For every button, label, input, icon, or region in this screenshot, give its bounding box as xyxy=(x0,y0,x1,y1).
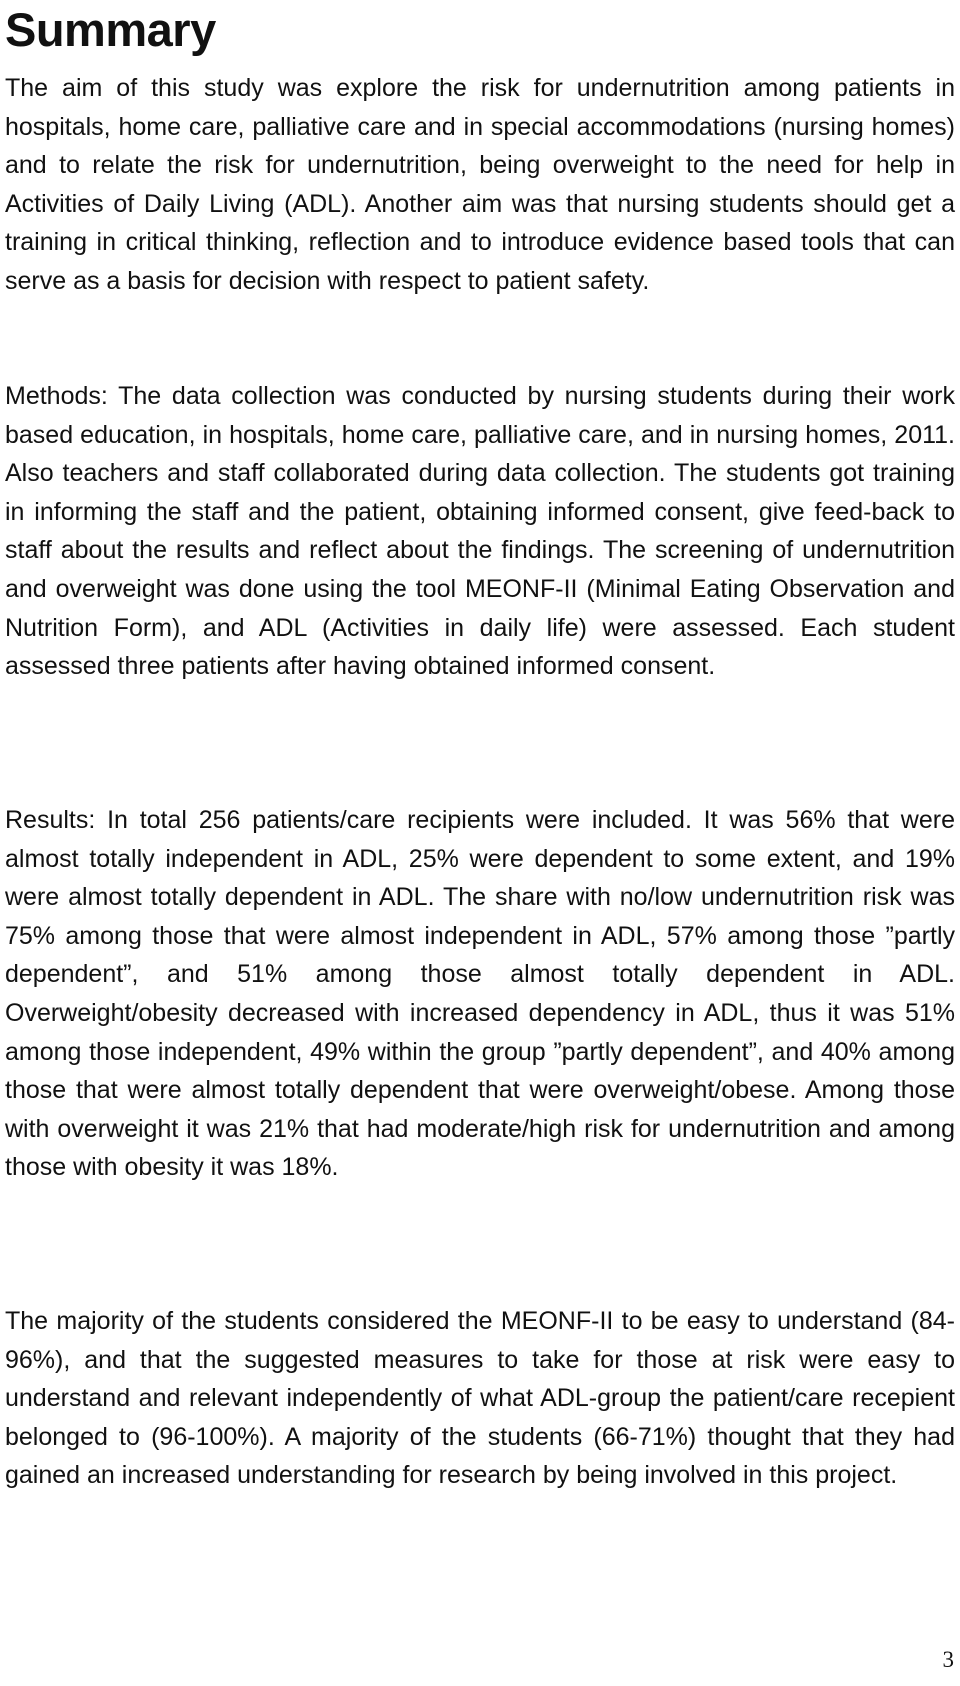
results-paragraph: Results: In total 256 patients/care recipients were included. It was 56% that were almost totally independent in ADL, 25% were dependent to some extent, and 19% were almost totally dependent in ADL. The share with no/low undernutrition risk was 75% among those that were almost independent in ADL, 57% among those ”partly dependent”, and 51% among those almost totally dependent in ADL. Overweight/obesity decreased with increased dependency in ADL, thus it was 51% among those independent, 49% within the group ”partly dependent”, and 40% among those that were almost totally dependent that were overweight/obese. Among those with overweight it was 21% that had moderate/high risk for undernutrition and among those with obesity it was 18%. xyxy=(5,806,955,1182)
methods-paragraph: Methods: The data collection was conducted by nursing students during their work based education, in hospitals, home care, palliative care, and in nursing homes, 2011. Also teachers and staff collaborated during data collection. The students got training in informing the staff and the patient, obtaining informed consent, give feed-back to staff about the results and reflect about the findings. The screening of undernutrition and overweight was done using the tool MEONF-II (Minimal Eating Observation and Nutrition Form), and ADL (Activities in daily life) were assessed. Each student assessed three patients after having obtained informed consent. xyxy=(5,382,955,681)
summary-aim-paragraph: The aim of this study was explore the risk for undernutrition among patients in hospitals, home care, palliative care and in special accommodations (nursing homes) and to relate the risk for undernutrition, being overweight to the need for help in Activities of Daily Living (ADL). Another aim was that nursing students should get a training in critical thinking, reflection and to introduce evidence based tools that can serve as a basis for decision with respect to patient safety. xyxy=(5,74,955,295)
page-number: 3 xyxy=(942,1647,954,1672)
page-title: Summary xyxy=(5,3,216,56)
student-evaluation-paragraph: The majority of the students considered the MEONF-II to be easy to understand (84-96%), and that the suggested measures to take for those at risk were easy to understand and relevant independently of what ADL-group the patient/care recepient belonged to (96-100%). A majority of the students (66-71%) thought that they had gained an increased understanding for research by being involved in this project. xyxy=(5,1307,955,1490)
